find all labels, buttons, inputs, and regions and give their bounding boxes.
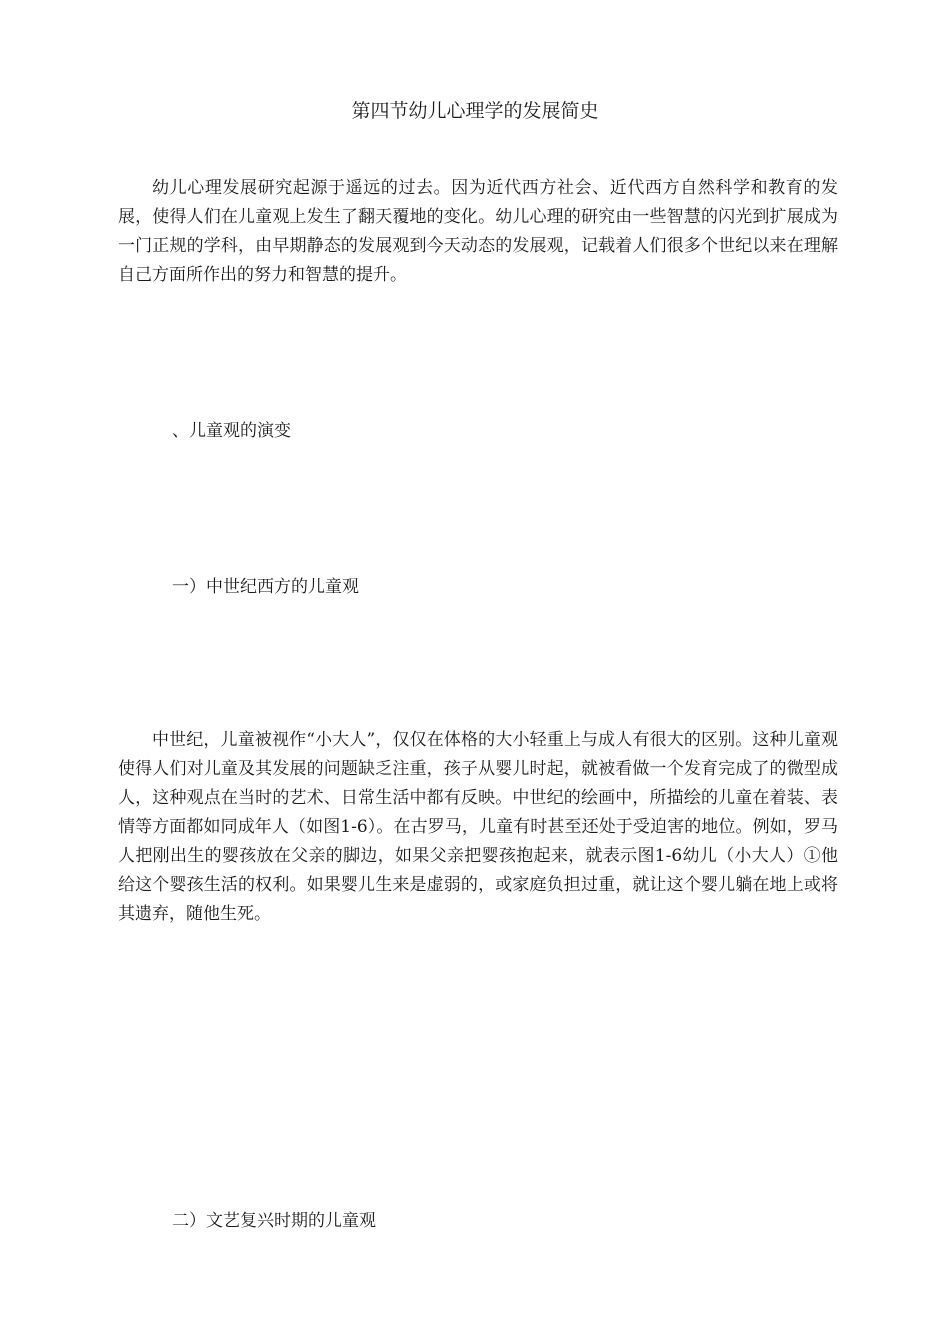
medieval-paragraph: 中世纪，儿童被视作“小大人”，仅仅在体格的大小轻重上与成人有很大的区别。这种儿童观使得人们对儿童及其发展的问题缺乏注重，孩子从婴儿时起，就被看做一个发育完成了的微型成人，这种观点在当时的艺术、日常生活中都有反映。中世纪的绘画中，所描绘的儿童在着装、表情等方面都如同成年人（如图1-6）。在古罗马，儿童有时甚至还处于受迫害的地位。例如，罗马人把刚出生的婴孩放在父亲的脚边，如果父亲把婴孩抱起来，就表示图1-6幼儿（小大人）①他给这个婴孩生活的权利。如果婴儿生来是虚弱的，或家庭负担过重，就让这个婴儿躺在地上或将其遗弃，随他生死。 xyxy=(118,730,838,924)
subsection-heading-medieval: 一）中世纪西方的儿童观 xyxy=(172,577,359,597)
subsection-heading-renaissance: 二）文艺复兴时期的儿童观 xyxy=(172,1211,376,1231)
intro-paragraph: 幼儿心理发展研究起源于遥远的过去。因为近代西方社会、近代西方自然科学和教育的发展，使得人们在儿童观上发生了翻天覆地的变化。幼儿心理的研究由一些智慧的闪光到扩展成为一门正规的学科，由早期静态的发展观到今天动态的发展观，记载着人们很多个世纪以来在理解自己方面所作出的努力和智慧的提升。 xyxy=(118,178,838,285)
page-title: 第四节幼儿心理学的发展简史 xyxy=(351,100,599,122)
section-heading: 、儿童观的演变 xyxy=(172,421,291,441)
